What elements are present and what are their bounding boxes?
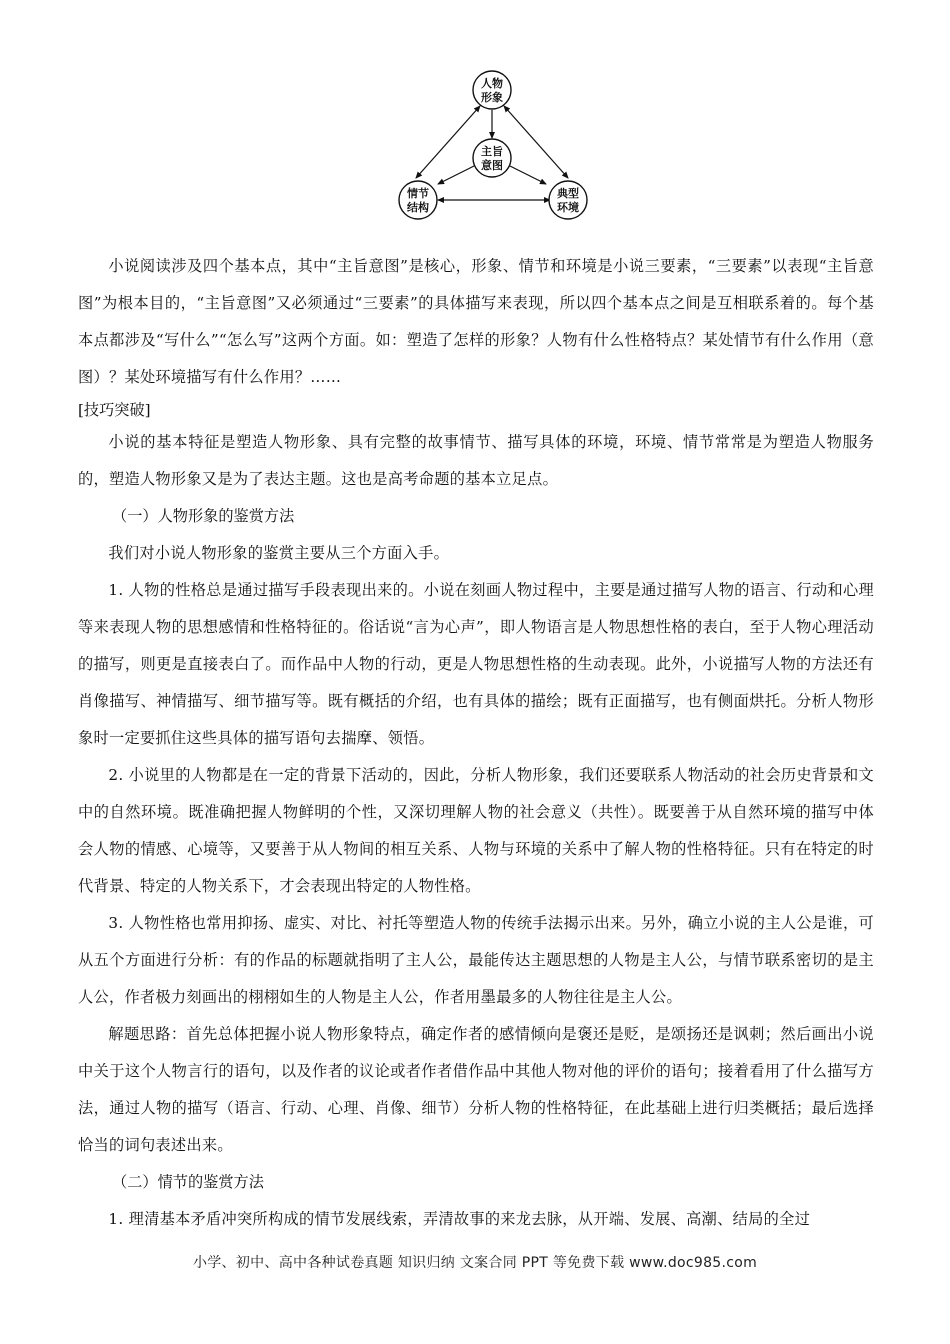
plot-point-1: 1. 理清基本矛盾冲突所构成的情节发展线索，弄清故事的来龙去脉，从开端、发展、高潮、结局的全过 bbox=[108, 1210, 811, 1228]
heading-character: （一）人物形象的鉴赏方法 bbox=[112, 507, 295, 525]
node-center-line1: 主旨 bbox=[481, 145, 503, 158]
node-center bbox=[473, 139, 511, 177]
edge-center-right bbox=[510, 166, 546, 184]
intro-paragraph: 小说阅读涉及四个基本点，其中“主旨意图”是核心，形象、情节和环境是小说三要素，“三要素”以表现“主旨意图”为根本目的，“主旨意图”又必须通过“三要素”的具体描写来表现，所以四个基本点之间是互相联系着的。每个基本点都涉及“写什么”“怎么写”这两个方面。如：塑造了怎样的形象？人物有什么性格特点？某处情节有什么作用（意图）？某处环境描写有什么作用？…… bbox=[78, 257, 874, 386]
node-right bbox=[549, 181, 587, 219]
article-body bbox=[78, 248, 874, 1238]
basic-features-paragraph: 小说的基本特征是塑造人物形象、具有完整的故事情节、描写具体的环境，环境、情节常常是为塑造人物服务的，塑造人物形象又是为了表达主题。这也是高考命题的基本立足点。 bbox=[78, 433, 874, 488]
character-point-3: 3. 人物性格也常用抑扬、虚实、对比、衬托等塑造人物的传统手法揭示出来。另外，确立小说的主人公是谁，可从五个方面进行分析：有的作品的标题就指明了主人公，最能传达主题思想的人物是主人公，与情节联系密切的是主人公，作者极力刻画出的栩栩如生的人物是主人公，作者用墨最多的人物往往是主人公。 bbox=[78, 914, 874, 1006]
node-left-line1: 情节 bbox=[407, 187, 429, 200]
node-center-line2: 意图 bbox=[481, 159, 503, 172]
node-top bbox=[473, 71, 511, 109]
node-top-line2: 形象 bbox=[481, 91, 503, 104]
node-right-line2: 环境 bbox=[557, 201, 579, 214]
character-intro-paragraph: 我们对小说人物形象的鉴赏主要从三个方面入手。 bbox=[108, 544, 450, 562]
node-left bbox=[399, 181, 437, 219]
character-point-2: 2. 小说里的人物都是在一定的背景下活动的，因此，分析人物形象，我们还要联系人物活动的社会历史背景和文中的自然环境。既准确把握人物鲜明的个性，又深切理解人物的社会意义（共性）。既要善于从自然环境的描写中体会人物的情感、心境等，又要善于从人物间的相互关系、人物与环境的关系中了解人物的性格特征。只有在特定的时代背景、特定的人物关系下，才会表现出特定的人物性格。 bbox=[78, 766, 874, 895]
character-point-1: 1. 人物的性格总是通过描写手段表现出来的。小说在刻画人物过程中，主要是通过描写人物的语言、行动和心理等来表现人物的思想感情和性格特征的。俗话说“言为心声”，即人物语言是人物思想性格的表白，至于人物心理活动的描写，则更是直接表白了。而作品中人物的行动，更是人物思想性格的生动表现。此外，小说描写人物的方法还有肖像描写、神情描写、细节描写等。既有概括的介绍，也有具体的描绘；既有正面描写，也有侧面烘托。分析人物形象时一定要抓住这些具体的描写语句去揣摩、领悟。 bbox=[78, 581, 874, 747]
heading-plot: （二）情节的鉴赏方法 bbox=[112, 1173, 264, 1191]
node-left-line2: 结构 bbox=[407, 201, 429, 214]
edge-center-left bbox=[438, 166, 474, 184]
section-label-skill: [技巧突破] bbox=[78, 401, 151, 419]
node-right-line1: 典型 bbox=[557, 187, 579, 200]
novel-elements-diagram bbox=[392, 66, 598, 226]
node-top-line1: 人物 bbox=[481, 77, 503, 90]
page-footer: 小学、初中、高中各种试卷真题 知识归纳 文案合同 PPT 等免费下载 www.doc985.com bbox=[192, 1255, 758, 1271]
diagram-svg bbox=[392, 66, 598, 226]
solution-approach-paragraph: 解题思路：首先总体把握小说人物形象特点，确定作者的感情倾向是褒还是贬，是颂扬还是讽刺；然后画出小说中关于这个人物言行的语句，以及作者的议论或者作者借作品中其他人物对他的评价的语句；接着看用了什么描写方法，通过人物的描写（语言、行动、心理、肖像、细节）分析人物的性格特征，在此基础上进行归类概括；最后选择恰当的词句表述出来。 bbox=[78, 1025, 874, 1154]
